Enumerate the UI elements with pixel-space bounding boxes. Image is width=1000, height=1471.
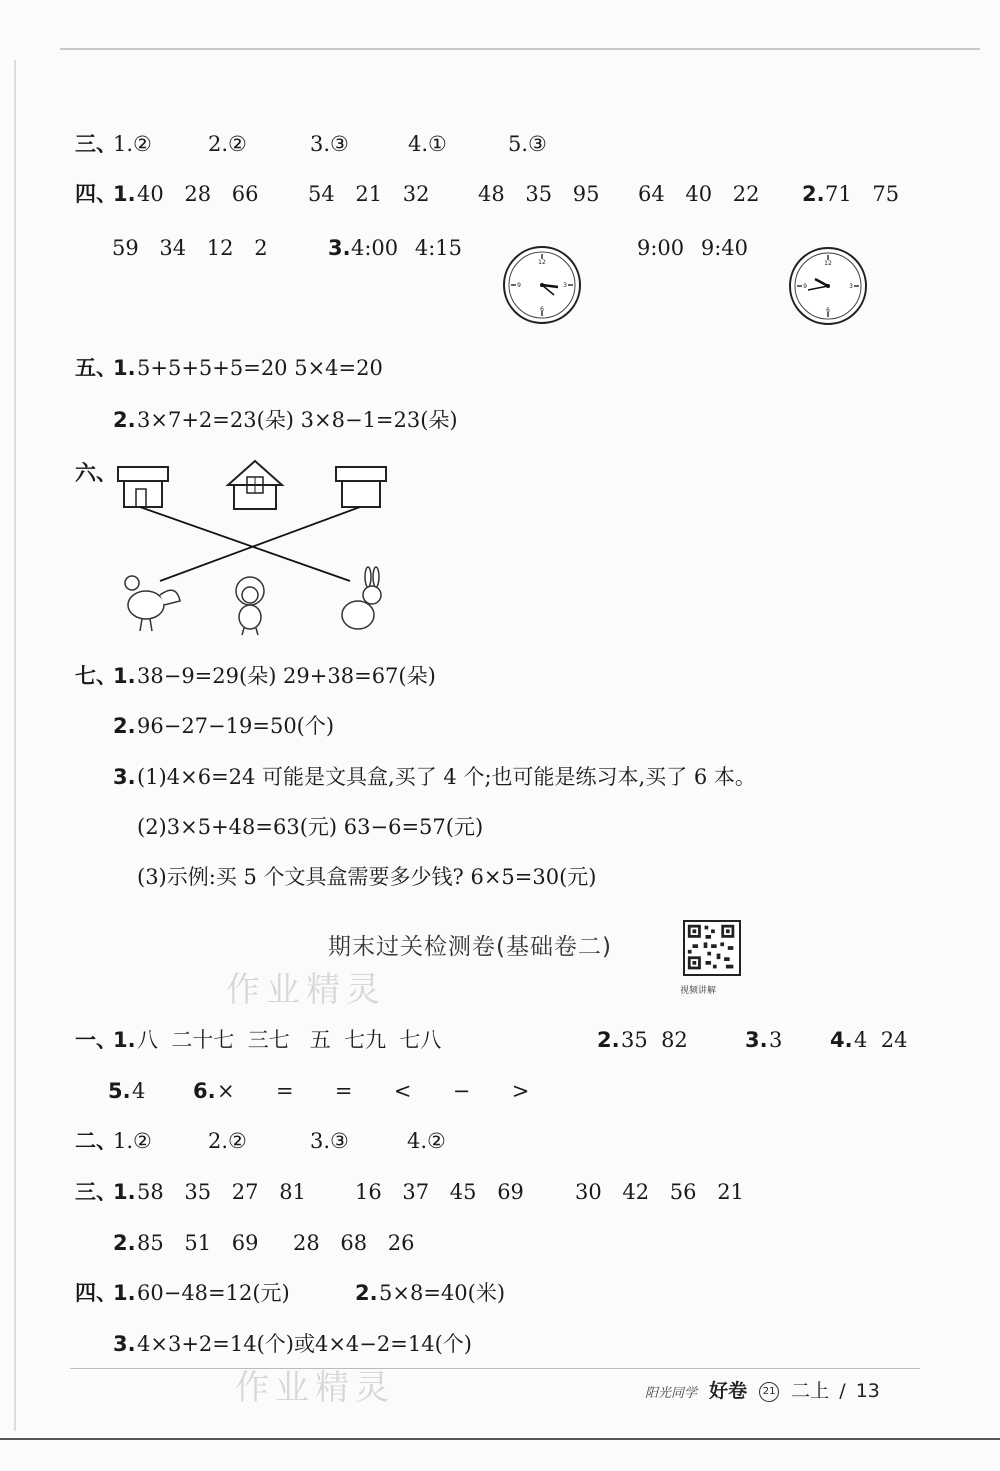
section-label: 五、 xyxy=(75,356,117,380)
answer: 5.③ xyxy=(508,132,547,156)
answer: 30 42 56 21 xyxy=(575,1180,744,1204)
section-label: 六、 xyxy=(75,461,117,485)
answer: 4×3+2=14(个)或4×4−2=14(个) xyxy=(137,1332,472,1356)
section-label: 七、 xyxy=(75,664,117,688)
answer: 96−27−19=50(个) xyxy=(137,714,335,738)
answer: 4:00 4:15 xyxy=(351,236,462,260)
question-number: 1. xyxy=(113,1281,136,1305)
answer: 59 34 12 2 xyxy=(112,236,268,260)
svg-text:3: 3 xyxy=(563,282,567,289)
section-label: 二、 xyxy=(75,1129,117,1153)
question-number: 1. xyxy=(113,1180,136,1204)
question-number: 1. xyxy=(113,664,136,688)
qr-caption: 视频讲解 xyxy=(680,986,717,996)
question-number: 2. xyxy=(355,1281,378,1305)
answer: 60−48=12(元) xyxy=(137,1281,290,1305)
answer: 2.② xyxy=(208,1129,247,1153)
answer: 4 xyxy=(132,1079,146,1103)
question-number: 6. xyxy=(193,1079,216,1103)
answer: 4.① xyxy=(408,132,447,156)
grade-label: 二上 xyxy=(791,1380,830,1402)
answer: × = = < − > xyxy=(217,1079,530,1103)
answer: 5+5+5+5=20 5×4=20 xyxy=(137,356,383,380)
answer: 1.② xyxy=(113,1129,152,1153)
brand-logo: 阳光同学 xyxy=(645,1386,698,1401)
answer: 5×8=40(米) xyxy=(379,1281,506,1305)
page-number: 13 xyxy=(855,1380,880,1402)
question-number: 3. xyxy=(113,1332,136,1356)
question-number: 3. xyxy=(328,236,351,260)
question-number: 1. xyxy=(113,1028,136,1052)
answer: 3.③ xyxy=(310,132,349,156)
question-number: 2. xyxy=(113,714,136,738)
question-number: 1. xyxy=(113,182,136,206)
clock-icon xyxy=(502,245,582,325)
answer: 1.② xyxy=(113,132,152,156)
answer: (3)示例:买 5 个文具盒需要多少钱? 6×5=30(元) xyxy=(137,865,597,889)
svg-text:9: 9 xyxy=(803,283,807,290)
clock-icon xyxy=(788,246,868,326)
answer: 71 75 xyxy=(825,182,900,206)
answer: 35 82 xyxy=(621,1028,688,1052)
answer: 3×7+2=23(朵) 3×8−1=23(朵) xyxy=(137,408,458,432)
answer: 2.② xyxy=(208,132,247,156)
page-footer xyxy=(645,1376,880,1403)
answer: 16 37 45 69 xyxy=(355,1180,524,1204)
top-rule xyxy=(60,48,980,50)
footer-rule xyxy=(70,1368,920,1369)
answer: 3 xyxy=(769,1028,783,1052)
series-name: 好卷 xyxy=(709,1380,748,1402)
svg-text:6: 6 xyxy=(826,307,830,314)
answer: 48 35 95 xyxy=(478,182,600,206)
answer: 64 40 22 xyxy=(638,182,760,206)
section-label: 四、 xyxy=(75,182,117,206)
answer: 八 二十七 三七 五 七九 七八 xyxy=(137,1028,442,1052)
section-label: 三、 xyxy=(75,1180,117,1204)
question-number: 1. xyxy=(113,356,136,380)
answer: 4.② xyxy=(407,1129,446,1153)
qr-code-icon[interactable] xyxy=(683,920,741,976)
bottom-edge xyxy=(0,1438,1000,1440)
svg-text:6: 6 xyxy=(540,306,544,313)
answer: 38−9=29(朵) 29+38=67(朵) xyxy=(137,664,436,688)
svg-text:12: 12 xyxy=(824,260,832,267)
section-title: 期末过关检测卷(基础卷二) xyxy=(328,934,612,960)
question-number: 3. xyxy=(113,765,136,789)
answer: 28 68 26 xyxy=(293,1231,415,1255)
answer: (2)3×5+48=63(元) 63−6=57(元) xyxy=(137,815,484,839)
answer: 40 28 66 xyxy=(137,182,259,206)
svg-text:12: 12 xyxy=(538,259,546,266)
question-number: 5. xyxy=(108,1079,131,1103)
question-number: 3. xyxy=(745,1028,768,1052)
question-number: 2. xyxy=(113,408,136,432)
answer: 9:00 9:40 xyxy=(637,236,748,260)
separator-slash: / xyxy=(839,1380,846,1402)
answer: 58 35 27 81 xyxy=(137,1180,306,1204)
answer: 4 24 xyxy=(854,1028,908,1052)
watermark: 作业精灵 xyxy=(235,1368,395,1408)
svg-text:3: 3 xyxy=(849,283,853,290)
edition-badge: 21 xyxy=(759,1382,779,1402)
answer: 85 51 69 xyxy=(137,1231,259,1255)
section-label: 一、 xyxy=(75,1028,117,1052)
answer: 54 21 32 xyxy=(308,182,430,206)
matching-diagram xyxy=(110,455,400,645)
watermark: 作业精灵 xyxy=(226,970,386,1010)
section-label: 三、 xyxy=(75,132,117,156)
svg-text:9: 9 xyxy=(517,282,521,289)
answer: (1)4×6=24 可能是文具盒,买了 4 个;也可能是练习本,买了 6 本。 xyxy=(137,765,756,789)
answer: 3.③ xyxy=(310,1129,349,1153)
question-number: 2. xyxy=(802,182,825,206)
left-edge xyxy=(14,60,16,1431)
question-number: 4. xyxy=(830,1028,853,1052)
question-number: 2. xyxy=(113,1231,136,1255)
question-number: 2. xyxy=(597,1028,620,1052)
section-label: 四、 xyxy=(75,1281,117,1305)
